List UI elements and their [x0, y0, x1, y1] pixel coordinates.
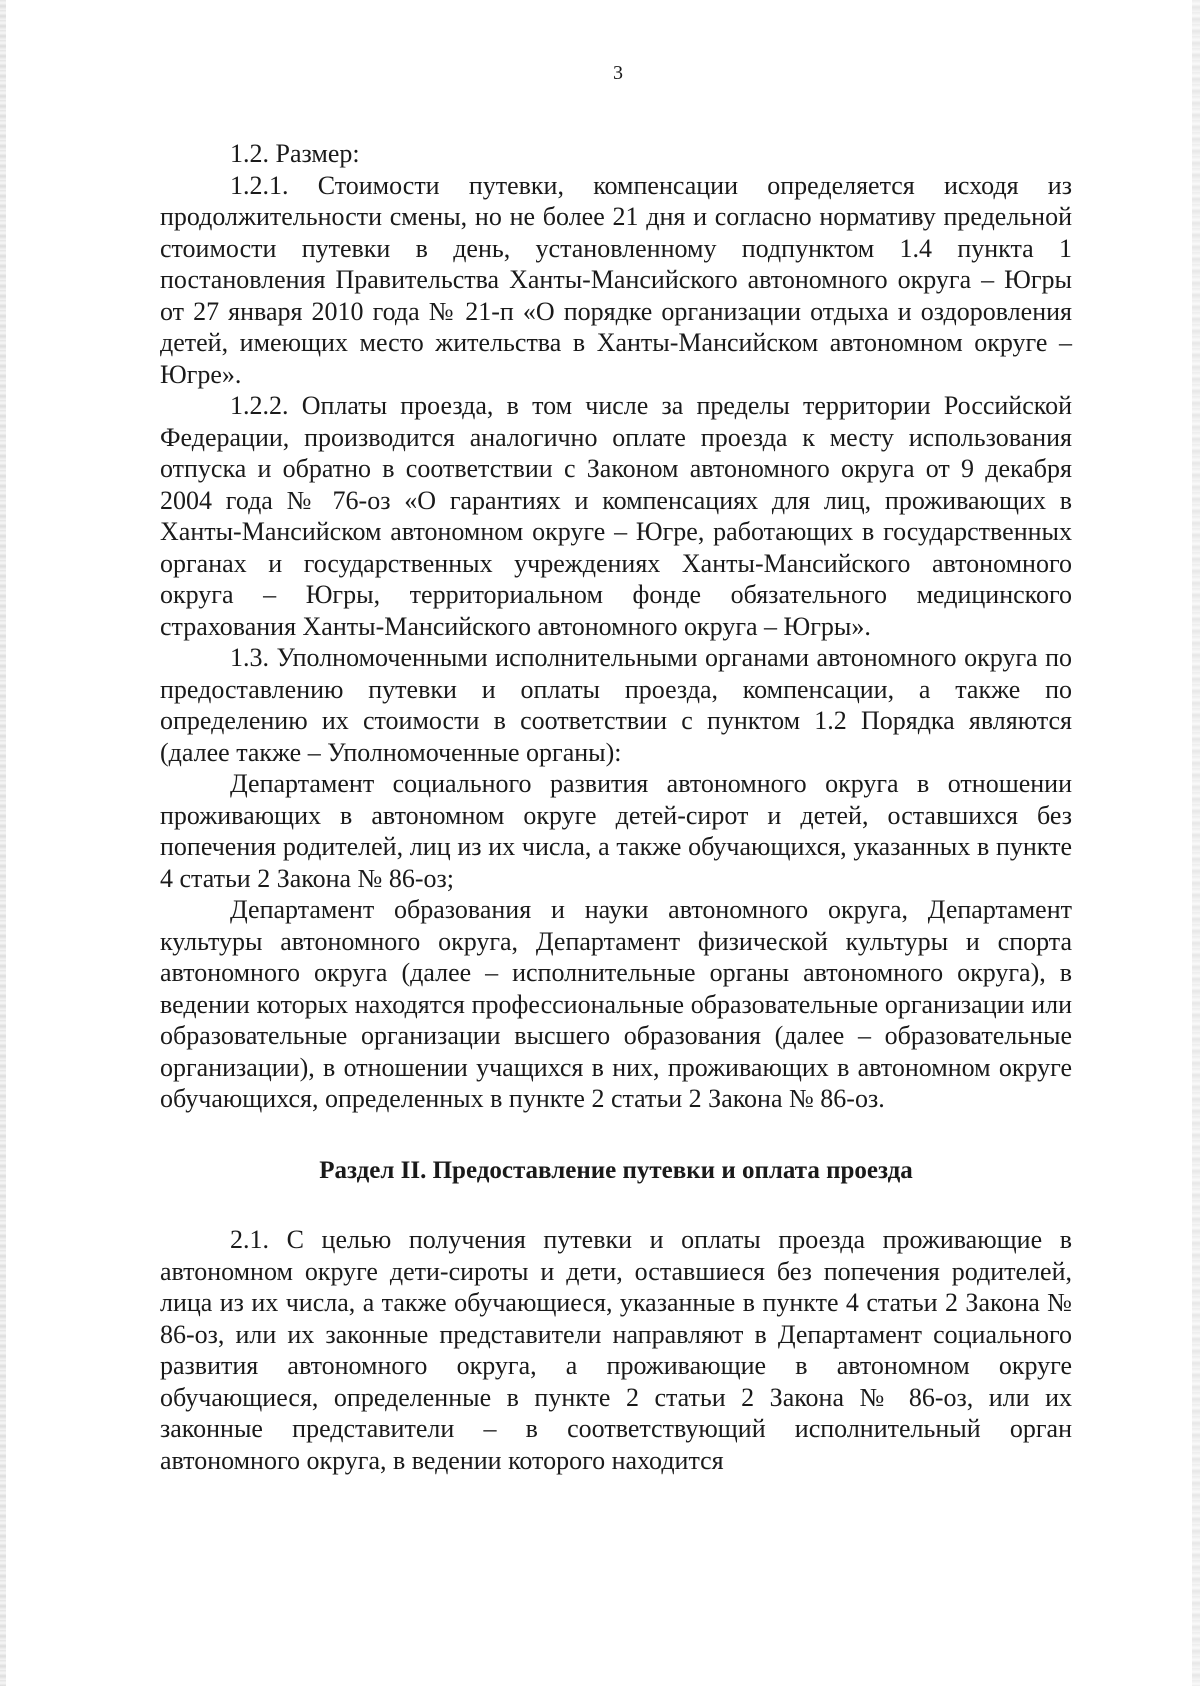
paragraph-dept-social: Департамент социального развития автономного округа в отношении проживающих в автономном округе детей-сирот и детей, оставшихся без попечения родителей, лиц из их числа, а также обучающихся, указанных в пункте 4 статьи 2 Закона № 86-оз;: [160, 769, 1072, 893]
paragraph-1-2-1: 1.2.1. Стоимости путевки, компенсации определяется исходя из продолжительности смены, но не более 21 дня и согласно нормативу предельной стоимости путевки в день, установленному подпунктом 1.4 пункта 1 постановления Правительства Ханты-Мансийского автономного округа – Югры от 27 января 2010 года № 21-п «О порядке организации отдыха и оздоровления детей, имеющих место жительства в Ханты-Мансийском автономном округе – Югре».: [160, 170, 1072, 389]
page-number: 3: [613, 62, 623, 84]
document-body: [160, 138, 1072, 1476]
paragraph-1-2-2: 1.2.2. Оплаты проезда, в том числе за пределы территории Российской Федерации, производится аналогично оплате проезда к месту использования отпуска и обратно в соответствии с Законом автономного округа от 9 декабря 2004 года № 76-оз «О гарантиях и компенсациях для лиц, проживающих в Ханты-Мансийском автономном округе – Югре, работающих в государственных органах и государственных учреждениях Ханты-Мансийского автономного округа – Югры, территориальном фонде обязательного медицинского страхования Ханты-Мансийского автономного округа – Югры».: [160, 391, 1072, 641]
paragraph-2-1: 2.1. С целью получения путевки и оплаты проезда проживающие в автономном округе дети-сироты и дети, оставшиеся без попечения родителей, лица из их числа, а также обучающиеся, указанные в пункте 4 статьи 2 Закона № 86-оз, или их законные представители направляют в Департамент социального развития автономного округа, а проживающие в автономном округе обучающиеся, определенные в пункте 2 статьи 2 Закона № 86-оз, или их законные представители – в соответствующий исполнительный орган автономного округа, в ведении которого находится: [160, 1225, 1072, 1475]
scan-edge-right: [1192, 0, 1200, 1686]
section-heading: Раздел II. Предоставление путевки и оплата проезда: [319, 1156, 913, 1184]
paragraph-dept-education: Департамент образования и науки автономного округа, Департамент культуры автономного округа, Департамент физической культуры и спорта автономного округа (далее – исполнительные органы автономного округа), в ведении которых находятся профессиональные образовательные организации или образовательные организации высшего образования (далее – образовательные организации), в отношении учащихся в них, проживающих в автономном округе обучающихся, определенных в пункте 2 статьи 2 Закона № 86-оз.: [160, 895, 1072, 1113]
scan-edge-left: [0, 0, 6, 1686]
paragraph-1-3: 1.3. Уполномоченными исполнительными органами автономного округа по предоставлению путевки и оплаты проезда, компенсации, а также по определению их стоимости в соответствии с пунктом 1.2 Порядка являются (далее также – Уполномоченные органы):: [160, 643, 1072, 767]
paragraph-1-2: 1.2. Размер:: [230, 139, 360, 168]
